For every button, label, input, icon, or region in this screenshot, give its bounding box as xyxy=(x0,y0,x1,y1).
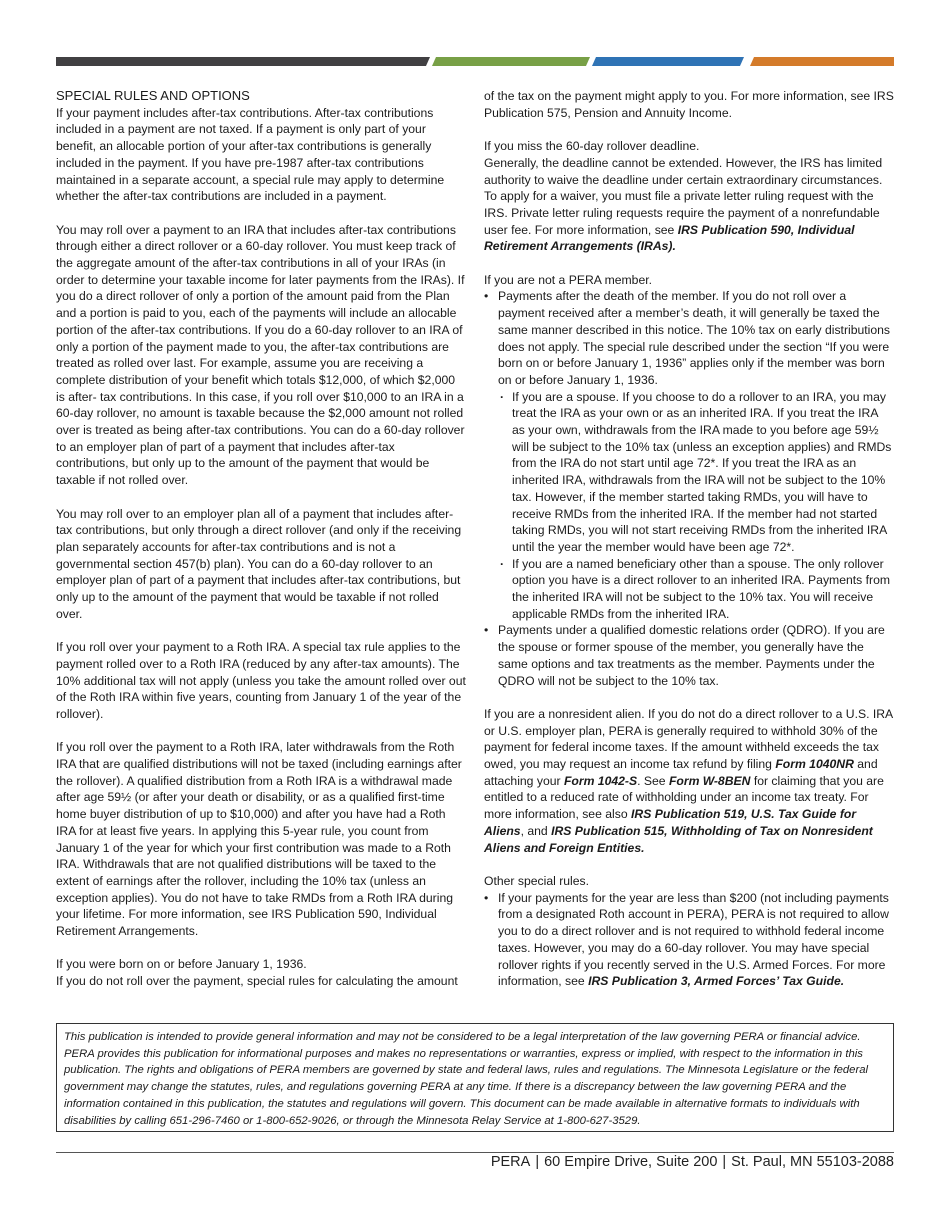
other-rules-list xyxy=(484,890,894,990)
ref-form-1040nr: Form 1040NR xyxy=(775,757,854,772)
paragraph-tax-continued: of the tax on the payment might apply to you. For more information, see IRS Publication 575, Pension and Annuity Income. xyxy=(484,89,894,120)
ref-form-1042s: Form 1042-S xyxy=(563,773,638,788)
footer-separator: | xyxy=(722,1154,727,1170)
subheading-not-member: If you are not a PERA member. xyxy=(484,272,652,287)
section-heading: SPECIAL RULES AND OPTIONS xyxy=(56,88,250,103)
footer-separator: | xyxy=(535,1154,540,1170)
subheading-born-before-1936: If you were born on or before January 1, 1936. xyxy=(56,957,307,972)
left-column xyxy=(56,88,466,1007)
paragraph-born-before-1936: If you do not roll over the payment, special rules for calculating the amount xyxy=(56,974,458,989)
right-column xyxy=(484,88,894,1007)
paragraph-roth-withdrawals: If you roll over the payment to a Roth IRA, later withdrawals from the Roth IRA that are qualified distributions will not be taxed (including earnings after the rollover). A qualified distribution from a Roth IRA is a withdrawal made after age 59½ (or after your death or disability, or as a qualified first-time home buyer distribution of up to $10,000) and after you have had a Roth IRA for at least five years. In applying this 5-year rule, you count from January 1 of the year for which your first contribution was made to a Roth IRA. Withdrawals that are not qualified distributions will be taxed to the extent of earnings after the rollover, including the 10% tax (unless an exception applies). You do not have to take RMDs from a Roth IRA during your lifetime. For more information, see IRS Publication 590, Individual Retirement Arrangements. xyxy=(56,740,462,939)
footer-divider xyxy=(56,1152,894,1153)
footer-address xyxy=(491,1154,894,1170)
paragraph-roth-ira: If you roll over your payment to a Roth IRA. A special tax rule applies to the payment rolled over to a Roth IRA (reduced by any after-tax amounts). The 10% additional tax will not apply (unless you take the amount rolled over out of the Roth IRA within five years, counting from January 1 of the year of the rollover). xyxy=(56,640,466,721)
ref-publication-515: IRS Publication 515, Withholding of Tax on Nonresident Aliens and Foreign Entities. xyxy=(484,823,873,855)
ref-publication-519: IRS Publication 519, U.S. Tax Guide for Aliens xyxy=(484,807,857,838)
subheading-other-rules: Other special rules. xyxy=(484,873,589,888)
not-member-list xyxy=(484,288,894,689)
list-item-qdro: • Payments under a qualified domestic relations order (QDRO). If you are the spouse or former spouse of the member, you generally have the same options and tax treatments as the member. Payments under the QDRO will not be subject to the 10% tax. xyxy=(484,622,894,689)
list-item-under-200: • If your payments for the year are less than $200 (not including payments from a designated Roth account in PERA), PERA is not required to allow you to do a direct rollover and is not required to withhold federal income taxes. However, you may do a 60-day rollover. You may have special rollover rights if you recently served in the U.S. Armed Forces. For more information, see IRS Publication 3, Armed Forces’ Tax Guide. xyxy=(484,890,894,990)
footer-org: PERA xyxy=(490,1154,531,1170)
beneficiary-sublist xyxy=(498,389,894,623)
paragraph-after-tax: If your payment includes after-tax contributions. After-tax contributions included in a payment are not taxed. If a payment is only part of your benefit, an allocable portion of your after-tax contributions is generally included in the payment. If you have pre-1987 after-tax contributions maintained in a separate account, a special rule may apply to determine whether the after-tax contributions are included in a payment. xyxy=(56,105,445,204)
paragraph-employer-plan: You may roll over to an employer plan all of a payment that includes after-tax contributions, but only through a direct rollover (and only if the receiving plan separately accounts for after-tax contributions and is not a governmental section 457(b) plan). You can do a 60-day rollover to an employer plan of part of a payment that includes after-tax contributions, but only up to the amount of the payment that would be taxable if not rolled over. xyxy=(56,506,462,621)
paragraph-ira-rollover: You may roll over a payment to an IRA that includes after-tax contributions through either a direct rollover or a 60-day rollover. You must keep track of the aggregate amount of the after-tax contributions in all of your IRAs (in order to determine your taxable income for later payments from the IRAs). If you do a direct rollover of only a portion of the amount paid from the Plan and a portion is paid to you, each of the payments will include an allocable portion of the after-tax contributions. If you do a 60-day rollover to an IRA of only a portion of the payment made to you, the after-tax contributions are treated as rolled over last. For example, assume you are receiving a complete distribution of your benefit which totals $12,000, of which $2,000 is after- tax contributions. In this case, if you roll over $10,000 to an IRA in a 60-day rollover, no amount is taxable because the $2,000 amount not rolled over is treated as being after-tax contributions. You can do a 60-day rollover to an employer plan of part of a payment that includes after-tax contributions, but only up to the amount of the payment that would be taxable if not rolled over. xyxy=(56,222,465,488)
disclaimer-box: This publication is intended to provide general information and may not be considered to be a legal interpretation of the law governing PERA or financial advice. PERA provides this publication for informational purposes and makes no representations or warranties, express or implied, with respect to the information in this publication. The rights and obligations of PERA members are governed by state and federal laws, rules and regulations. The Minnesota Legislature or the federal government may change the statutes, rules, and regulations governing PERA at any time. If there is a discrepancy between the law governing PERA and the information contained in this publication, the statutes and regulations will govern. This document can be made available in alternative formats to individuals with disabilities by calling 651-296-7460 or 1-800-652-9026, or through the Minnesota Relay Service at 1-800-627-3529. xyxy=(56,1023,894,1132)
bar-segment-blue xyxy=(592,57,744,66)
ref-form-w8ben: Form W-8BEN xyxy=(668,773,751,788)
subheading-missed-deadline: If you miss the 60-day rollover deadline. xyxy=(484,139,700,154)
paragraph-missed-deadline: Generally, the deadline cannot be extended. However, the IRS has limited authority to waive the deadline under certain extraordinary circumstances. To apply for a waiver, you must file a private letter ruling request with the IRS. Private letter ruling requests require the payment of a nonrefundable user fee. For more information, see IRS Publication 590, Individual Retirement Arrangements (IRAs). xyxy=(484,155,883,254)
footer-city: St. Paul, MN 55103-2088 xyxy=(731,1154,894,1170)
bar-segment-orange xyxy=(750,57,894,66)
sublist-item-spouse: · If you are a spouse. If you choose to do a rollover to an IRA, you may treat the IRA as your own or as an inherited IRA. If you treat the IRA as your own, withdrawals from the IRA made to you before age 59½ will be subject to the 10% tax (unless an exception applies) and RMDs from the IRA do not start until age 72*. If you treat the IRA as an inherited IRA, withdrawals from the IRA will not be subject to the 10% tax. However, if the member started taking RMDs, you will have to receive RMDs from the inherited IRA. If the member had not started taking RMDs, you will not start receiving RMDs from the inherited IRA until the year the member would have been age 72*. xyxy=(498,389,894,556)
bar-segment-dark xyxy=(56,57,430,66)
sublist-item-nonspouse: · If you are a named beneficiary other than a spouse. The only rollover option you have is a direct rollover to an inherited IRA. Payments from the inherited IRA will not be subject to the 10% tax. You will receive applicable RMDs from the inherited IRA. xyxy=(498,556,894,623)
list-item-death-of-member: • Payments after the death of the member. If you do not roll over a payment received after a member’s death, it will generally be taxed the same manner described in this notice. The 10% tax on early distributions does not apply. The special rule described under the section “If you were born on or before January 1, 1936” applies only if the member was born on or before January 1, 1936. · If you are a spouse. If you choose to do a rollover to an IRA, you may treat the IRA as your own or as an inherited IRA. If you treat the IRA as your own, withdrawals from the IRA made to you before age 59½ will be subject to the 10% tax (unless an exception applies) and RMDs from the IRA do not start until age 72*. If you treat the IRA as an inherited IRA, withdrawals from the IRA will not be subject to the 10% tax. However, if the member started taking RMDs, you will have to receive RMDs from the inherited IRA. If the member had not started taking RMDs, you will not start receiving RMDs from the inherited IRA until the year the member would have been age 72*. · If you are a named beneficiary other than a spouse. The only rollover option you have is a direct rollover to an inherited IRA. Payments from the inherited IRA will not be subject to the 10% tax. You will receive applicable RMDs from the inherited IRA. xyxy=(484,288,894,622)
bar-segment-green xyxy=(432,57,590,66)
footer-street: 60 Empire Drive, Suite 200 xyxy=(544,1154,718,1170)
ref-publication-3: IRS Publication 3, Armed Forces’ Tax Guide. xyxy=(588,974,845,989)
ref-publication-590: IRS Publication 590, Individual Retirement Arrangements (IRAs). xyxy=(484,222,855,254)
paragraph-nonresident-alien: If you are a nonresident alien. If you do not do a direct rollover to a U.S. IRA or U.S. employer plan, PERA is generally required to withhold 30% of the payment for federal income taxes. If the amount withheld exceeds the tax owed, you may request an income tax refund by filing Form 1040NR and attaching your Form 1042-S. See Form W-8BEN for claiming that you are entitled to a reduced rate of withholding under an income tax treaty. For more information, see also IRS Publication 519, U.S. Tax Guide for Aliens, and IRS Publication 515, Withholding of Tax on Nonresident Aliens and Foreign Entities. xyxy=(484,706,893,855)
header-color-bar xyxy=(56,57,894,66)
